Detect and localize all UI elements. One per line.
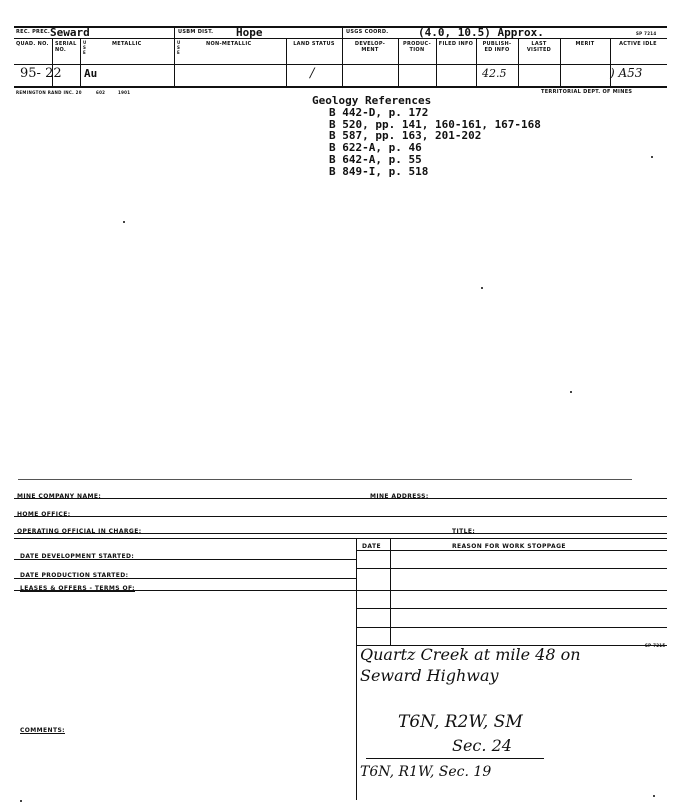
operating-official-label: OPERATING OFFICIAL IN CHARGE: <box>17 528 142 535</box>
speck <box>570 391 572 393</box>
comments-label: COMMENTS: <box>20 727 65 734</box>
merit-label: MERIT <box>575 41 595 47</box>
reference-item: B 849-I, p. 518 <box>329 164 429 178</box>
reference-item: B 642-A, p. 55 <box>329 152 422 166</box>
department-label: TERRITORIAL DEPT. OF MINES <box>541 89 633 95</box>
location-line-1: Quartz Creek at mile 48 on <box>360 645 581 664</box>
printer-note: REMINGTON RAND INC. 20 <box>16 90 82 95</box>
usbm-dist-label: USBM DIST. <box>178 29 214 35</box>
rec-prec-label: REC. PREC. <box>16 29 51 35</box>
speck <box>653 795 655 797</box>
title-label: TITLE: <box>452 528 476 535</box>
reason-label: REASON FOR WORK STOPPAGE <box>452 543 566 550</box>
active-idle-value: ) A53 <box>610 66 643 80</box>
non-metallic-label: NON-METALLIC <box>206 41 252 47</box>
reference-item: B 622-A, p. 46 <box>329 141 422 155</box>
quad-no-label: QUAD. NO. <box>16 41 49 47</box>
home-office-label: HOME OFFICE: <box>17 511 71 518</box>
printer-code-2: 1901 <box>118 90 131 95</box>
date-column-label: DATE <box>362 543 381 550</box>
development-label: DEVELOP- MENT <box>354 41 386 53</box>
filed-info-label: FILED INFO <box>438 41 474 47</box>
speck <box>123 221 125 223</box>
land-status-value: / <box>310 66 315 81</box>
rec-prec-value: Seward <box>50 26 90 39</box>
date-development-label: DATE DEVELOPMENT STARTED: <box>20 553 135 560</box>
speck <box>20 800 22 802</box>
serial-no-label: SERIAL NO. <box>55 41 77 53</box>
handwritten-rule <box>366 758 544 759</box>
active-idle-label: ACTIVE IDLE <box>619 41 657 47</box>
last-visited-label: LAST VISITED <box>526 41 552 53</box>
township-line-2: Sec. 24 <box>452 736 512 755</box>
quad-serial-value: 95- 22 <box>20 66 62 81</box>
form-number-2: SP 7215 <box>645 643 666 648</box>
mine-address-label: MINE ADDRESS: <box>370 493 429 500</box>
location-line-2: Seward Highway <box>360 666 499 685</box>
speck <box>481 287 483 289</box>
township-line-3: T6N, R1W, Sec. 19 <box>360 764 492 780</box>
use-label-2: U S E <box>177 40 181 55</box>
published-value: 42.5 <box>482 67 507 80</box>
reference-item: B 520, pp. 141, 160-161, 167-168 <box>329 117 541 131</box>
usbm-dist-value: Hope <box>236 26 263 39</box>
usgs-coord-label: USGS COORD. <box>346 29 389 35</box>
use-label: U S E <box>83 40 87 55</box>
speck <box>651 156 653 158</box>
published-info-label: PUBLISH- ED INFO <box>482 41 512 53</box>
reference-item: B 442-D, p. 172 <box>329 105 429 119</box>
production-label: PRODUC- TION <box>403 41 431 53</box>
township-line-1: T6N, R2W, SM <box>398 712 523 732</box>
form-number: SP 7214 <box>636 31 657 36</box>
leases-label: LEASES & OFFERS - TERMS OF: <box>20 585 135 592</box>
printer-code-1: 602 <box>96 90 106 95</box>
references-title: Geology References <box>312 94 432 107</box>
usgs-coord-value: (4.0, 10.5) Approx. <box>418 26 544 39</box>
metallic-label: METALLIC <box>112 41 142 47</box>
metallic-value: Au <box>84 67 98 80</box>
date-production-label: DATE PRODUCTION STARTED: <box>20 572 129 579</box>
geology-references <box>312 95 541 178</box>
land-status-label: LAND STATUS <box>293 41 335 47</box>
reference-item: B 587, pp. 163, 201-202 <box>329 129 482 143</box>
mine-company-label: MINE COMPANY NAME: <box>17 493 102 500</box>
